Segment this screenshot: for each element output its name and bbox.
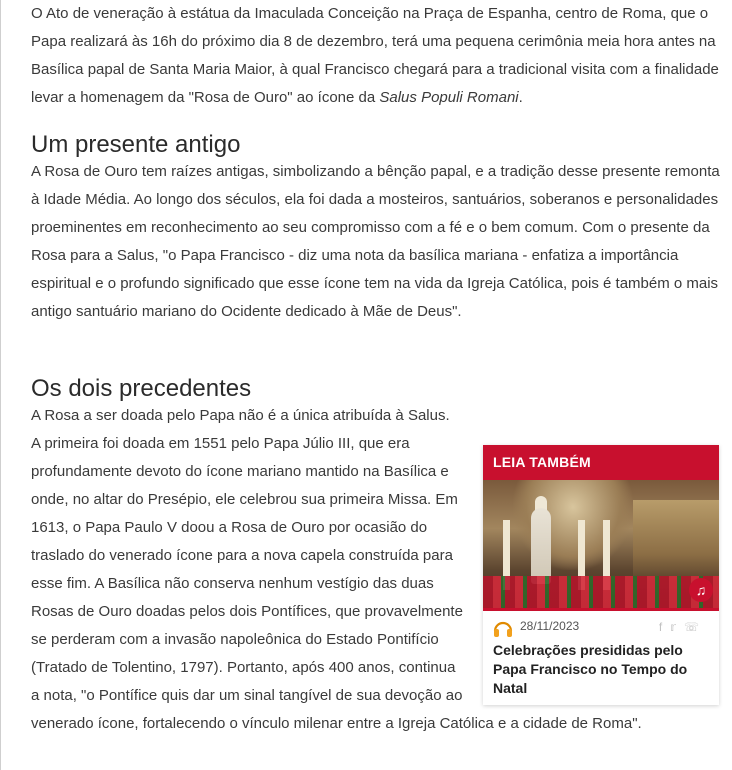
- share-icons: [659, 620, 707, 634]
- headphones-icon: [493, 619, 513, 637]
- twitter-icon[interactable]: 𝕣: [670, 620, 684, 634]
- related-article-image[interactable]: [483, 480, 719, 608]
- related-meta: [483, 611, 719, 641]
- paragraph-precedentes-body: A primeira foi doada em 1551 pelo Papa Júlio III, que era profundamente devoto do ícone mariano mantido na Basílica e onde, no altar do Presépio, ele celebrou sua primeira Missa. Em 1613, o Papa Paulo V doou a Rosa de Ouro por ocasião do traslado do venerado ícone para a nova capela construída para esse fim. A Basílica não conserva nenhum vestígio das duas Rosas de Ouro doadas pelos dois Pontífices, que provavelmente se perderam com a invasão napoleônica do Estado Pontifício (Tratado de Tolentino, 1797). Portanto, após 400 anos, continua a nota, "o Pontífice quis dar um sinal tangível de sua devoção ao: [31, 435, 463, 704]
- paragraph-precedentes-last-line: venerado ícone, fortalecendo o vínculo milenar entre a Igreja Católica e a cidade de Roma".: [31, 715, 642, 732]
- page-left-border: [0, 0, 1, 770]
- speaker-icon[interactable]: ♫: [689, 578, 713, 602]
- related-article-card[interactable]: [483, 445, 719, 705]
- paragraph-intro: [31, 0, 721, 112]
- heading-um-presente-antigo: Um presente antigo: [31, 131, 241, 158]
- related-header: LEIA TAMBÉM: [483, 445, 719, 480]
- paragraph-precedentes-first-line: A Rosa a ser doada pelo Papa não é a única atribuída à Salus.: [31, 407, 450, 424]
- facebook-icon[interactable]: f: [658, 620, 671, 634]
- heading-os-dois-precedentes: Os dois precedentes: [31, 375, 252, 402]
- related-title[interactable]: Celebrações presididas pelo Papa Francisco no Tempo do Natal: [493, 642, 688, 696]
- paragraph-intro-text: O Ato de veneração à estátua da Imaculada Conceição na Praça de Espanha, centro de Roma, que o Papa realizará às 16h do próximo dia 8 de dezembro, terá uma pequena cerimônia meia hora antes na Basílica papal de Santa Maria Maior, à qual Francisco chegará para a tradicional visita com a finalidade levar a homenagem da "Rosa de Ouro" ao ícone da: [31, 5, 719, 106]
- paragraph-intro-end: .: [518, 89, 523, 106]
- salus-populi-romani-italic: Salus Populi Romani: [379, 89, 519, 106]
- paragraph-rosa-de-ouro: A Rosa de Ouro tem raízes antigas, simbolizando a bênção papal, e a tradição desse presente remonta à Idade Média. Ao longo dos séculos, ela foi dada a mosteiros, santuários, soberanos e personalidades proeminentes em reconhecimento ao seu compromisso com a fé e o bem comum. Com o presente da Rosa para a Salus, "o Papa Francisco - diz uma nota da basílica mariana - enfatiza a importância espiritual e o profundo significado que esse ícone tem na vida da Igreja Católica, pois é também o mais antigo santuário mariano do Ocidente dedicado à Mãe de Deus".: [31, 163, 720, 320]
- whatsapp-icon[interactable]: ☏: [683, 620, 707, 634]
- related-date: 28/11/2023: [520, 619, 580, 633]
